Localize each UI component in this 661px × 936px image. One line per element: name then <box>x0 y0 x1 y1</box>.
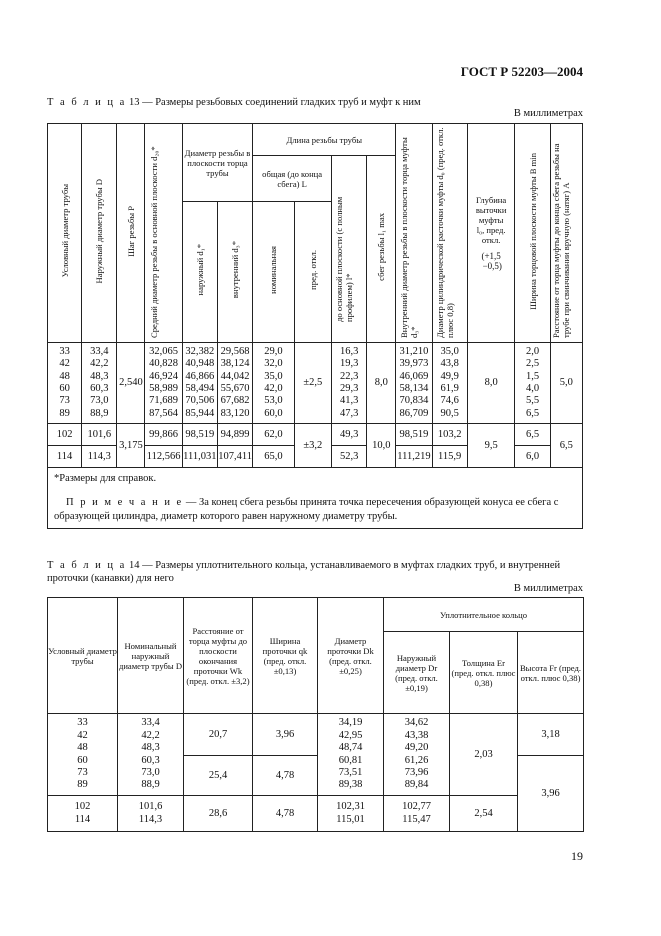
t13-cell-nominal: 29,0 32,0 35,0 42,0 53,0 60,0 <box>253 343 294 424</box>
t13-cell-nominal-dia: 102 <box>48 424 82 446</box>
t13-cell-outer-dia: 101,6 <box>82 424 117 446</box>
t13-h-depth: Глубина выточки муфты l₀, пред. откл. (+1,5 −0,5) <box>467 124 515 343</box>
t13-cell-pitch: 2,540 <box>117 343 145 424</box>
t13-cell-nominal: 62,0 <box>253 424 294 446</box>
table14 <box>47 597 584 832</box>
t13-cell-nominal-dia: 114 <box>48 446 82 468</box>
t13-note: П р и м е ч а н и е — За конец сбега резьбы принята точка пересечения образующей конуса ее сбега с образующей цилиндра, диаметр которого равен наружному диаметру трубы. <box>54 497 559 522</box>
table-row <box>48 424 583 446</box>
t13-h-outer-dia: Наружный диаметр трубы D <box>82 124 117 343</box>
t14-cell-distance: 28,6 <box>184 796 253 832</box>
t14-cell-groove-dia: 102,31 115,01 <box>318 796 384 832</box>
t13-cell-dia-outer: 98,519 <box>182 424 217 446</box>
t13-cell-pitch: 3,175 <box>117 424 145 468</box>
t13-h-dia-outer: наружный d₁* <box>182 202 217 343</box>
t14-h-outer-dia: Номинальный наружный диаметр трубы D <box>118 598 184 714</box>
t13-cell-dia-inner: 94,899 <box>217 424 252 446</box>
t13-cell-outer-dia: 114,3 <box>82 446 117 468</box>
t14-cell-distance: 25,4 <box>184 756 253 796</box>
t14-h-ring-thick: Толщина Er (пред. откл. плюс 0,38) <box>450 632 518 714</box>
t13-cell-mean-dia: 112,566 <box>145 446 182 468</box>
t13-cell-distance: 6,5 <box>550 424 582 468</box>
t13-notes <box>48 468 583 529</box>
t13-h-runout: сбег резьбы l₁ max <box>367 156 396 343</box>
document-header: ГОСТ Р 52203—2004 <box>460 64 583 79</box>
table13-unit: В миллиметрах <box>513 108 583 119</box>
t13-h-distance: Расстояние от торца муфты до конца сбега резьбы на трубе при свинчивании вручную (натяг) A <box>550 124 582 343</box>
t13-h-to-base: до основной плоскости (с полным профилем) l* <box>332 156 367 343</box>
t13-cell-inner-dia: 31,210 39,973 46,069 58,134 70,834 86,709 <box>396 343 432 424</box>
t14-cell-nominal-dia: 33 42 48 60 73 89 <box>48 714 118 796</box>
t14-cell-outer-dia: 33,4 42,2 48,3 60,3 73,0 88,9 <box>118 714 184 796</box>
t13-cell-bore-dia: 103,2 <box>432 424 467 446</box>
t14-cell-thick: 2,03 <box>450 714 518 796</box>
t13-h-tol: пред. откл. <box>294 202 331 343</box>
t14-cell-width: 4,78 <box>253 756 318 796</box>
t13-cell-runout: 10,0 <box>367 424 396 468</box>
t13-h-pitch: Шаг резьбы P <box>117 124 145 343</box>
t13-h-face-width: Ширина торцовой плоскости муфты B min <box>515 124 550 343</box>
t13-h-len-group: Длина резьбы трубы <box>253 124 396 156</box>
t14-cell-thick: 2,54 <box>450 796 518 832</box>
t14-cell-ring-outer: 102,77 115,47 <box>384 796 450 832</box>
t14-cell-width: 4,78 <box>253 796 318 832</box>
t14-h-nominal-dia: Условный диаметр трубы <box>48 598 118 714</box>
t13-cell-mean-dia: 32,065 40,828 46,924 58,989 71,689 87,564 <box>145 343 182 424</box>
t13-cell-runout: 8,0 <box>367 343 396 424</box>
t13-cell-face-width: 6,5 <box>515 424 550 446</box>
t13-cell-distance: 5,0 <box>550 343 582 424</box>
t13-cell-bore-dia: 115,9 <box>432 446 467 468</box>
t14-cell-outer-dia: 101,6 114,3 <box>118 796 184 832</box>
t13-cell-nominal: 65,0 <box>253 446 294 468</box>
t13-cell-inner-dia: 111,219 <box>396 446 432 468</box>
table-row <box>48 796 584 832</box>
t13-cell-inner-dia: 98,519 <box>396 424 432 446</box>
table13-caption: Т а б л и ц а 13 — Размеры резьбовых соединений гладких труб и муфт к ним <box>47 97 421 108</box>
table14-unit: В миллиметрах <box>513 583 583 594</box>
t13-h-mean-dia: Средний диаметр резьбы в основной плоскости d₂₀* <box>145 124 182 343</box>
t13-cell-dia-inner: 107,411 <box>217 446 252 468</box>
table14-caption: Т а б л и ц а 14 — Размеры уплотнительного кольца, устанавливаемого в муфтах гладких труб, и внутренней проточки (канавки) для него <box>47 560 561 584</box>
t14-cell-nominal-dia: 102 114 <box>48 796 118 832</box>
t13-cell-bore-dia: 35,0 43,8 49,9 61,9 74,6 90,5 <box>432 343 467 424</box>
t13-cell-dia-outer: 111,031 <box>182 446 217 468</box>
t13-h-nominal: номинальная <box>253 202 294 343</box>
t14-h-groove-width: Ширина проточки qk (пред. откл. ±0,13) <box>253 598 318 714</box>
t13-h-dia-group: Диаметр резьбы в плоскости торца трубы <box>182 124 253 202</box>
t13-cell-to-base: 16,3 19,3 22,3 29,3 41,3 47,3 <box>332 343 367 424</box>
t14-h-ring-outer: Наружный диаметр Dr (пред. откл. ±0,19) <box>384 632 450 714</box>
t13-h-nominal-dia: Условный диаметр трубы <box>48 124 82 343</box>
t13-cell-depth: 8,0 <box>467 343 515 424</box>
t13-h-bore-dia: Диаметр цилиндрической расточки муфты d₀ (пред. откл. плюс 0,8) <box>432 124 467 343</box>
t13-cell-dia-inner: 29,568 38,124 44,042 55,670 67,682 83,120 <box>217 343 252 424</box>
t14-cell-width: 3,96 <box>253 714 318 756</box>
page-number: 19 <box>571 849 583 863</box>
t14-h-ring-height: Высота Fr (пред. откл. плюс 0,38) <box>518 632 584 714</box>
t14-h-distance: Расстояние от торца муфты до плоскости окончания проточки Wk (пред. откл. ±3,2) <box>184 598 253 714</box>
t13-h-inner-dia: Внутренний диаметр резьбы в плоскости торца муфты d₃* <box>396 124 432 343</box>
t13-h-dia-inner: внутренний d₃* <box>217 202 252 343</box>
t13-footnote: *Размеры для справок. <box>54 473 157 484</box>
t13-cell-depth: 9,5 <box>467 424 515 468</box>
t13-cell-to-base: 52,3 <box>332 446 367 468</box>
t13-h-total-len: общая (до конца сбега) L <box>253 156 332 202</box>
t14-cell-height: 3,96 <box>518 756 584 832</box>
t14-h-ring: Уплотнительное кольцо <box>384 598 584 632</box>
table13 <box>47 123 583 529</box>
t13-cell-outer-dia: 33,4 42,2 48,3 60,3 73,0 88,9 <box>82 343 117 424</box>
t13-cell-tol: ±2,5 <box>294 343 331 424</box>
table-row <box>48 714 584 756</box>
t14-cell-height: 3,18 <box>518 714 584 756</box>
t13-cell-mean-dia: 99,866 <box>145 424 182 446</box>
t14-cell-distance: 20,7 <box>184 714 253 756</box>
t14-h-groove-dia: Диаметр проточки Dk (пред. откл. ±0,25) <box>318 598 384 714</box>
t13-cell-face-width: 6,0 <box>515 446 550 468</box>
t14-cell-groove-dia: 34,19 42,95 48,74 60,81 73,51 89,38 <box>318 714 384 796</box>
t13-cell-face-width: 2,0 2,5 1,5 4,0 5,5 6,5 <box>515 343 550 424</box>
t13-cell-to-base: 49,3 <box>332 424 367 446</box>
t14-cell-ring-outer: 34,62 43,38 49,20 61,26 73,96 89,84 <box>384 714 450 796</box>
table-row <box>48 343 583 424</box>
t13-cell-tol: ±3,2 <box>294 424 331 468</box>
t13-cell-dia-outer: 32,382 40,948 46,866 58,494 70,506 85,944 <box>182 343 217 424</box>
t13-cell-nominal-dia: 33 42 48 60 73 89 <box>48 343 82 424</box>
